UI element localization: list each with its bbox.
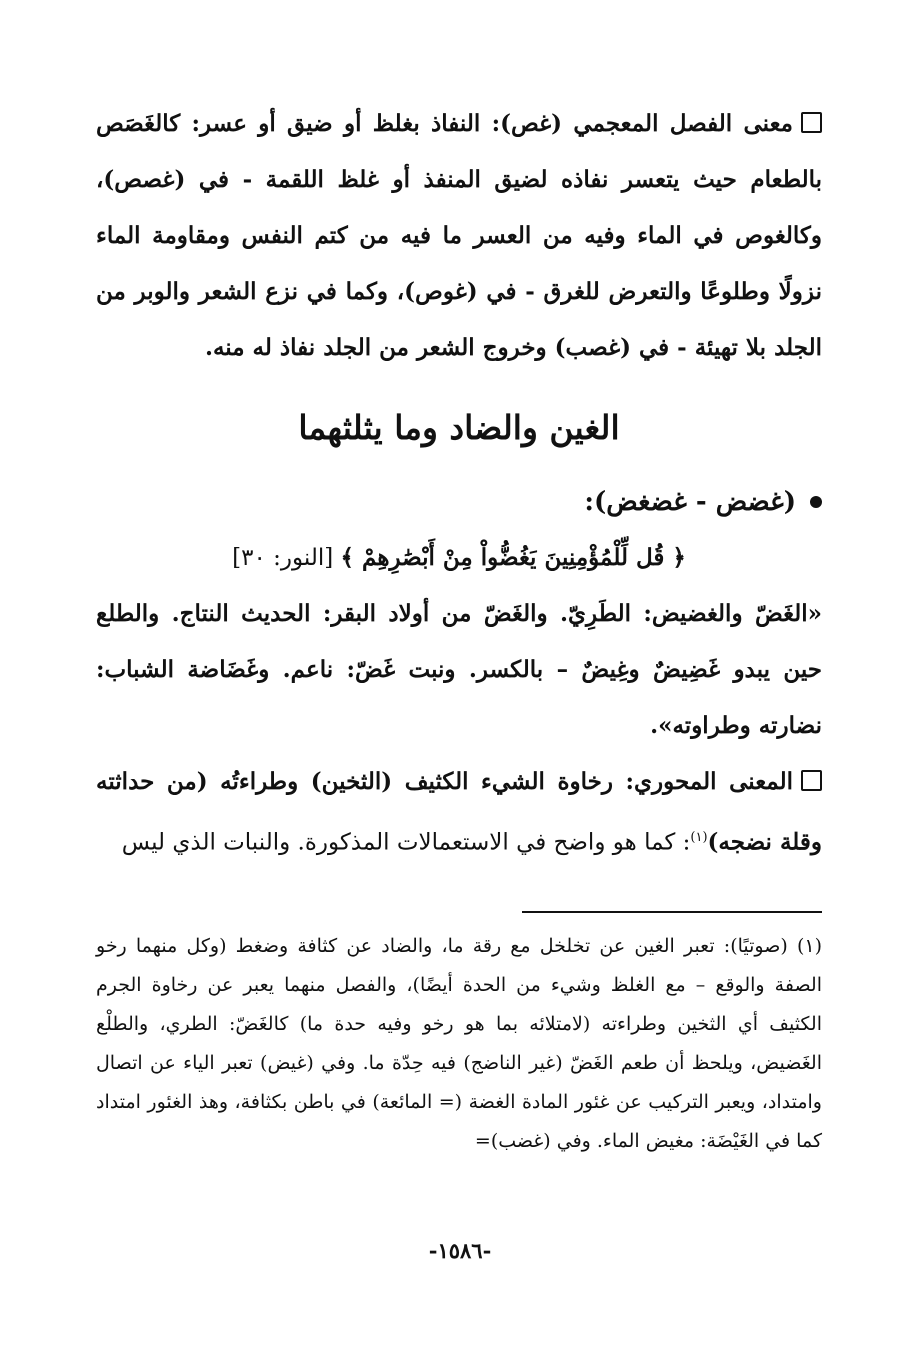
core-meaning-text: المعنى المحوري: رخاوة الشيء الكثيف (الثخين) وطراءتُه (من حداثته وقلة نضجه) — [96, 768, 822, 856]
bullet-icon — [810, 496, 822, 508]
page-number: -١٥٨٦- — [428, 1238, 492, 1263]
intro-paragraph-text: معنى الفصل المعجمي (غص): النفاذ بغلظ أو ضيق أو عسر: كالغَصَص بالطعام حيث يتعسر نفاذه لضيق المنفذ أو غلظ اللقمة - في (غصص)، وكالغوص في الماء وفيه من العسر ما فيه من كتم النفس ومقاومة الماء نزولًا وطلوعًا والتعرض للغرق - في (غوص)، وكما في نزع الشعر والوبر من الجلد بلا تهيئة - في (غصب) وخروج الشعر من الجلد نفاذ له منه. — [96, 110, 822, 361]
quran-verse — [96, 530, 822, 586]
core-meaning-tail: : كما هو واضح في الاستعمالات المذكورة. والنبات الذي ليس — [121, 829, 691, 856]
footnote-reference[interactable]: (١) — [690, 830, 708, 845]
footnote-divider — [522, 911, 822, 913]
verse-reference: [النور: ٣٠] — [232, 545, 334, 571]
section-heading: الغين والضاد وما يثلثهما — [298, 408, 620, 447]
footnote: (١) (صوتيًا): تعبر الغين عن تخلخل مع رقة ما، والضاد عن كثافة وضغط (وكل منهما رخو الصفة والوقع – مع الغلظ وشيء من الحدة أيضًا)، والفصل منهما يعبر عن رخاوة الجرم الكثيف أي الثخين وطراءته (لامتلائه بما هو رخو وفيه حدة ما) كالغَضّ: الطري، والطلْع الغَضيض، ويلحظ أن طعم الغَضّ (غير الناضج) فيه حِدّة ما. وفي (غيض) تعبر الياء عن اتصال وامتداد، ويعبر التركيب عن غئور المادة الغضة (= المائعة) في باطن بكثافة، وهذ الغئور امتداد كما في الغَيْضَة: مغيض الماء. وفي (غضب)= — [96, 934, 822, 1152]
verse-text: ﴿ قُل لِّلْمُؤْمِنِينَ يَغُضُّواْ مِنْ أَبْصَٰرِهِمْ ﴾ — [340, 544, 686, 571]
lexicon-quote — [96, 586, 822, 754]
entry-title — [96, 474, 822, 530]
core-meaning-paragraph — [96, 754, 822, 871]
square-marker-icon — [801, 112, 822, 133]
intro-paragraph — [96, 96, 822, 376]
entry-title-text: (غضض - غضغض): — [584, 487, 796, 517]
lexicon-quote-text: «الغَضّ والغضيض: الطَرِيّ. والغَضّ من أولاد البقر: الحديث النتاج. والطلع حين يبدو غَضِيضٌ وغِيضٌ – بالكسر. ونبت غَضّ: ناعم. وغَضَاضة الشباب: نضارته وطراوته». — [96, 600, 822, 739]
square-marker-icon — [801, 770, 822, 791]
